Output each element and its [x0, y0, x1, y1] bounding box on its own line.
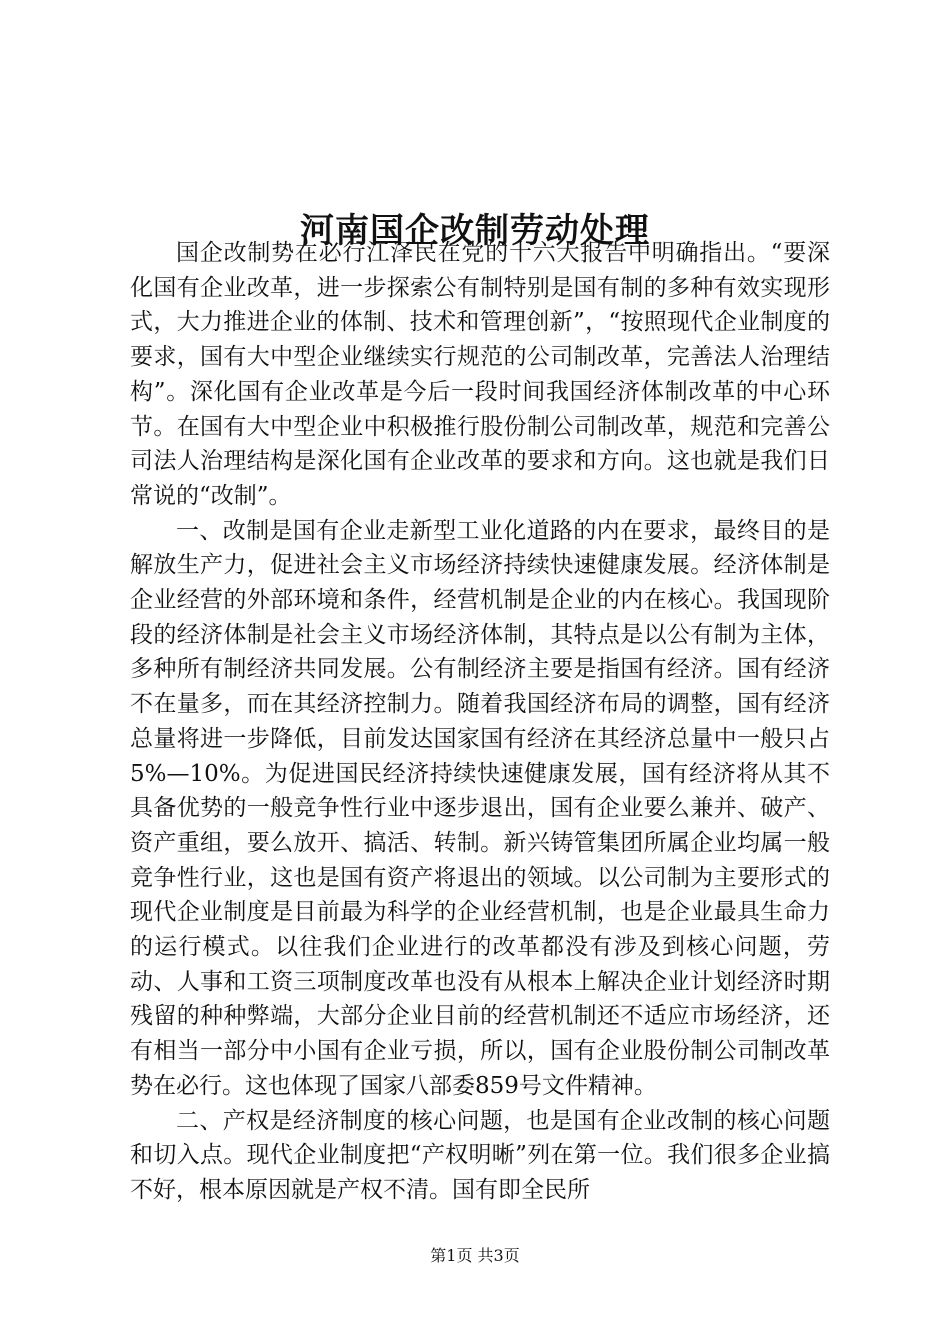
- document-body: [130, 236, 830, 1203]
- paragraph-section-2: 二、产权是经济制度的核心问题，也是国有企业改制的核心问题和切入点。现代企业制度把“产权明晰”列在第一位。我们很多企业搞不好，根本原因就是产权不清。国有即全民所: [130, 1107, 830, 1203]
- paragraph-section-1: 一、改制是国有企业走新型工业化道路的内在要求，最终目的是解放生产力，促进社会主义市场经济持续快速健康发展。经济体制是企业经营的外部环境和条件，经营机制是企业的内在核心。我国现阶段的经济体制是社会主义市场经济体制，其特点是以公有制为主体，多种所有制经济共同发展。公有制经济主要是指国有经济。国有经济不在量多，而在其经济控制力。随着我国经济布局的调整，国有经济总量将进一步降低，目前发达国家国有经济在其经济总量中一般只占5%—10%。为促进国民经济持续快速健康发展，国有经济将从其不具备优势的一般竞争性行业中逐步退出，国有企业要么兼并、破产、资产重组，要么放开、搞活、转制。新兴铸管集团所属企业均属一般竞争性行业，这也是国有资产将退出的领域。以公司制为主要形式的现代企业制度是目前最为科学的企业经营机制，也是企业最具生命力的运行模式。以往我们企业进行的改革都没有涉及到核心问题，劳动、人事和工资三项制度改革也没有从根本上解决企业计划经济时期残留的种种弊端，大部分企业目前的经营机制还不适应市场经济，还有相当一部分中小国有企业亏损，所以，国有企业股份制公司制改革势在必行。这也体现了国家八部委859号文件精神。: [130, 517, 830, 1099]
- paragraph-intro: 国企改制势在必行江泽民在党的十六大报告中明确指出。“要深化国有企业改革，进一步探索公有制特别是国有制的多种有效实现形式，大力推进企业的体制、技术和管理创新”，“按照现代企业制度的要求，国有大中型企业继续实行规范的公司制改革，完善法人治理结构”。深化国有企业改革是今后一段时间我国经济体制改革的中心环节。在国有大中型企业中积极推行股份制公司制改革，规范和完善公司法人治理结构是深化国有企业改革的要求和方向。这也就是我们日常说的“改制”。: [130, 240, 830, 509]
- page-footer: 第1页 共3页: [430, 1246, 520, 1265]
- document-title: 河南国企改制劳动处理: [300, 210, 650, 251]
